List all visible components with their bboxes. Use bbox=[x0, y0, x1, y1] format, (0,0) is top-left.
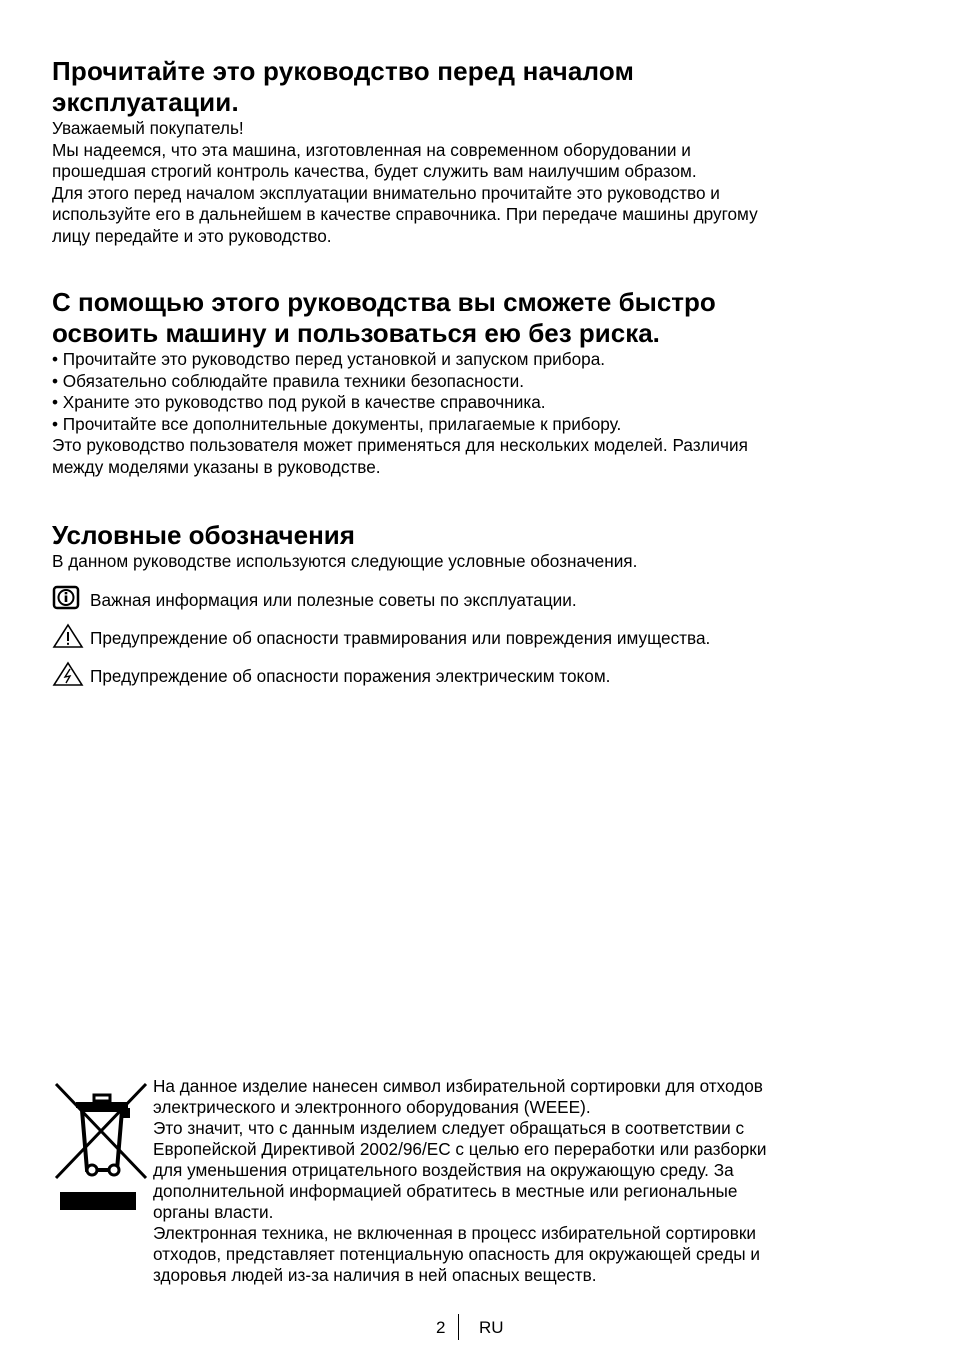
section-read-manual bbox=[52, 56, 758, 247]
list-item: • Храните это руководство под рукой в качестве справочника. bbox=[52, 392, 748, 414]
text-line: отходов, представляет потенциальную опасность для окружающей среды и bbox=[153, 1244, 761, 1264]
section-title bbox=[52, 56, 758, 118]
bullet-list bbox=[52, 349, 748, 435]
list-item: • Обязательно соблюдайте правила техники безопасности. bbox=[52, 371, 748, 393]
page-number: 2 bbox=[436, 1318, 446, 1337]
text-line: используйте его в дальнейшем в качестве справочника. При передаче машины другому bbox=[52, 204, 758, 224]
text-line: органы власти. bbox=[153, 1202, 274, 1222]
page-footer bbox=[0, 1314, 954, 1344]
language-code: RU bbox=[479, 1318, 504, 1337]
symbol-row-info bbox=[52, 587, 710, 611]
text-line: Европейской Директивой 2002/96/EC с целью его переработки или разборки bbox=[153, 1139, 767, 1159]
list-item: • Прочитайте все дополнительные документы, прилагаемые к прибору. bbox=[52, 414, 748, 436]
text-line: для уменьшения отрицательного воздействия на окружающую среду. За bbox=[153, 1160, 734, 1180]
text-line: Мы надеемся, что эта машина, изготовленная на современном оборудовании и bbox=[52, 139, 691, 160]
text-line: прошедшая строгий контроль качества, будет служить вам наилучшим образом. bbox=[52, 161, 697, 181]
symbol-row-electric bbox=[52, 663, 710, 687]
text-line: В данном руководстве используются следующие условные обозначения. bbox=[52, 551, 638, 571]
text-line: Электронная техника, не включенная в процесс избирательной сортировки bbox=[153, 1223, 757, 1243]
text-line: дополнительной информацией обратитесь в местные или региональные bbox=[153, 1181, 738, 1201]
text-line: Для этого перед началом эксплуатации внимательно прочитайте это руководство и bbox=[52, 182, 720, 203]
section-title: Условные обозначения bbox=[52, 520, 355, 550]
text-line: Это значит, что с данным изделием следует обращаться в соответствии с bbox=[153, 1118, 745, 1138]
weee-text bbox=[153, 1076, 913, 1286]
symbol-text: Предупреждение об опасности поражения электрическим током. bbox=[90, 665, 611, 686]
text-line: здоровья людей из-за наличия в ней опасных веществ. bbox=[153, 1265, 597, 1285]
title-line: эксплуатации. bbox=[52, 87, 239, 117]
warning-icon bbox=[52, 623, 84, 649]
footer-divider bbox=[458, 1314, 459, 1340]
weee-notice bbox=[52, 1076, 912, 1296]
list-item: • Прочитайте это руководство перед установкой и запуском прибора. bbox=[52, 349, 748, 371]
text-line: Уважаемый покупатель! bbox=[52, 118, 244, 138]
title-line: Прочитайте это руководство перед началом bbox=[52, 56, 635, 86]
section-symbols bbox=[52, 520, 710, 687]
text-line: лицу передайте и это руководство. bbox=[52, 225, 332, 246]
text-line: На данное изделие нанесен символ избирательной сортировки для отходов bbox=[153, 1076, 763, 1096]
weee-bar bbox=[60, 1192, 136, 1210]
title-line: С помощью этого руководства вы сможете быстро bbox=[52, 287, 716, 317]
text-line: электрического и электронного оборудования (WEEE). bbox=[153, 1097, 591, 1117]
info-icon bbox=[52, 585, 84, 611]
electric-warning-icon bbox=[52, 661, 84, 687]
text-line: Это руководство пользователя может применяться для нескольких моделей. Различия bbox=[52, 435, 748, 455]
section-title bbox=[52, 287, 748, 349]
symbol-text: Важная информация или полезные советы по эксплуатации. bbox=[90, 589, 577, 610]
section-use-manual bbox=[52, 287, 748, 478]
symbol-row-warning bbox=[52, 625, 710, 649]
title-line: освоить машину и пользоваться ею без риска. bbox=[52, 318, 660, 348]
symbol-text: Предупреждение об опасности травмирования или повреждения имущества. bbox=[90, 627, 711, 648]
text-line: между моделями указаны в руководстве. bbox=[52, 456, 381, 477]
